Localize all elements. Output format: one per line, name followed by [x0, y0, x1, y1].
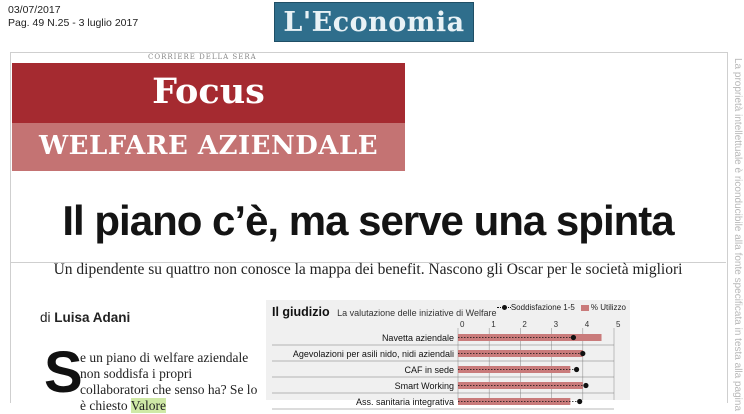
x-tick-label: 2 [522, 320, 527, 329]
headline: Il piano c’è, ma serve una spinta [62, 197, 674, 244]
drop-cap: S [44, 340, 83, 405]
category-label: Smart Working [394, 381, 454, 391]
satisfaction-dot [577, 399, 582, 404]
article-text: e un piano di welfare aziendale non soddisfa i propri collaboratori che senso ha? Se lo è chiesto [80, 350, 258, 413]
category-label: Navetta aziendale [381, 333, 454, 343]
subhead: Un dipendente su quattro non conosce la mappa dei benefit. Nascono gli Oscar per le società migliori [53, 261, 683, 278]
satisfaction-dot [574, 367, 579, 372]
legend-satisfaction: Soddisfazione 1-5 [510, 303, 575, 312]
chart-panel [266, 300, 630, 407]
rights-sidebar-text: La proprietà intellettuale è riconducibile alla fonte specificata in testa alla pagina [732, 58, 743, 412]
legend-usage: % Utilizzo [590, 303, 626, 312]
x-tick-label: 5 [616, 320, 621, 329]
usage-bar [458, 398, 570, 405]
category-label: Agevolazioni per asili nido, nidi aziendali [292, 349, 454, 359]
clip-metadata [8, 4, 138, 30]
category-label: Ass. sanitaria integrativa [355, 397, 454, 407]
x-tick-label: 1 [491, 320, 496, 329]
highlighted-text: Valore [130, 398, 166, 413]
chart-title: Il giudizio [272, 305, 330, 319]
x-tick-label: 3 [553, 320, 559, 329]
masthead-residue: CORRIERE DELLA SERA [148, 53, 257, 61]
focus-band [12, 123, 405, 171]
byline [40, 310, 130, 325]
x-tick-label: 0 [460, 320, 465, 329]
satisfaction-dot [580, 351, 585, 356]
newspaper-logo: L'Economia [274, 2, 474, 42]
category-label: CAF in sede [404, 365, 454, 375]
chart-subtitle: La valutazione delle iniziative di Welfare [337, 308, 497, 318]
focus-subtitle: WELFARE AZIENDALE [38, 131, 379, 161]
article-body [80, 350, 260, 414]
usage-bar [458, 366, 570, 373]
focus-box [12, 63, 405, 171]
satisfaction-dot [571, 335, 576, 340]
x-tick-label: 4 [584, 320, 590, 329]
clip-date: 03/07/2017 [8, 4, 61, 16]
focus-title: Focus [152, 71, 265, 112]
satisfaction-dot [583, 383, 588, 388]
chart-plot [266, 300, 630, 407]
clip-page-issue: Pag. 49 N.25 - 3 luglio 2017 [8, 17, 139, 29]
byline-author: Luisa Adani [54, 310, 131, 325]
byline-prefix: di [40, 310, 51, 325]
